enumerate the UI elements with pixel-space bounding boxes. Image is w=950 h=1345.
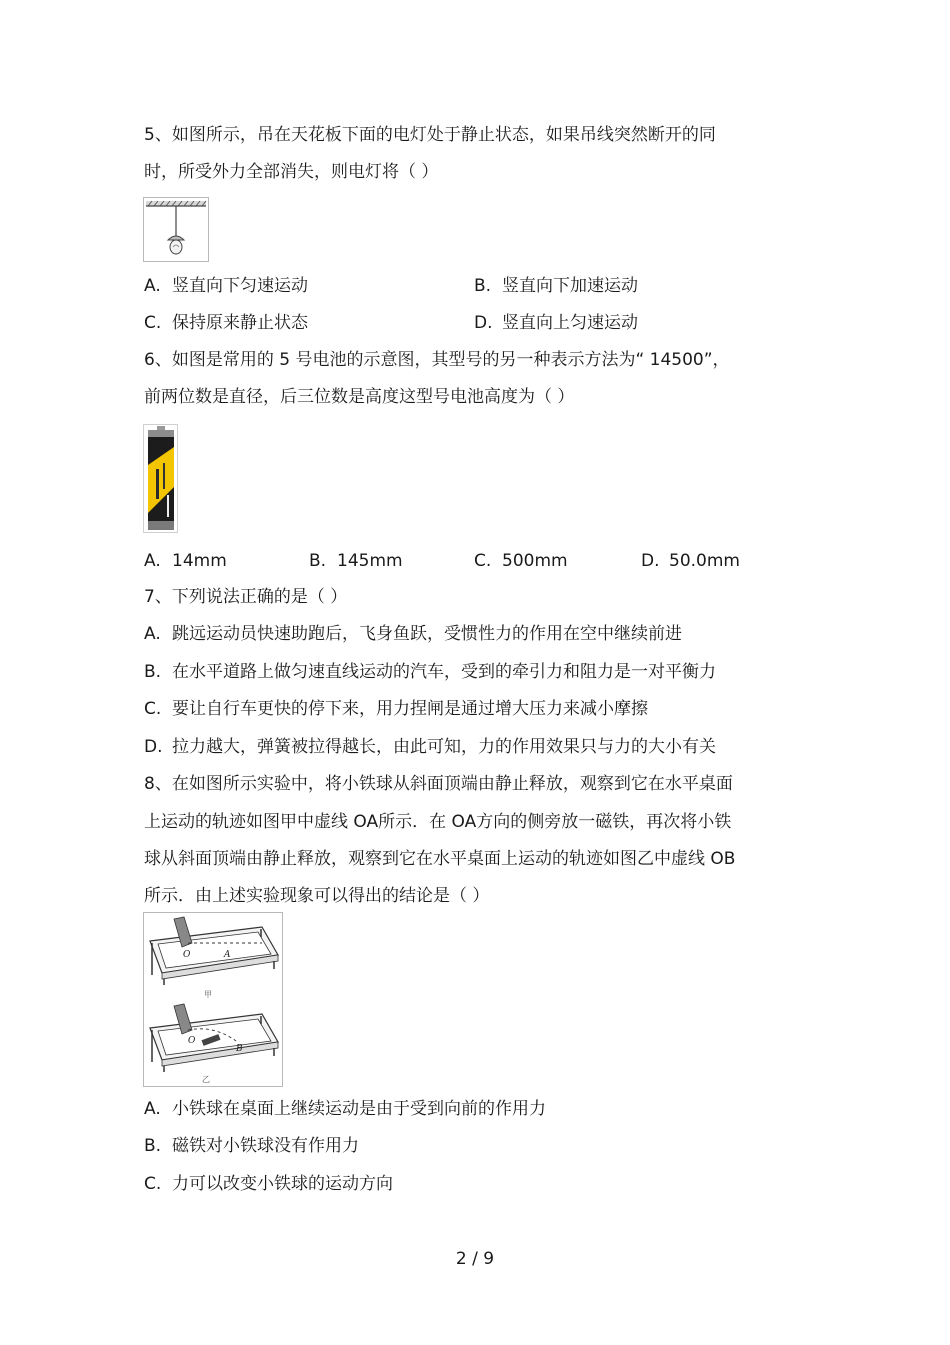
option-text: 145mm: [337, 551, 403, 571]
q6-stem-line1: 6、如图是常用的 5 号电池的示意图，其型号的另一种表示方法为“ 14500”，: [144, 350, 730, 370]
option-letter: C.: [144, 313, 162, 333]
page-number: 2 / 9: [455, 1249, 495, 1269]
q7-option-c: [144, 698, 648, 720]
option-letter: D.: [474, 313, 493, 333]
option-text: 力可以改变小铁球的运动方向: [172, 1174, 393, 1194]
q5-stem-line1: 5、如图所示，吊在天花板下面的电灯处于静止状态，如果吊线突然断开的同: [144, 125, 716, 145]
q8-option-a: [144, 1098, 546, 1120]
q5-option-b: [474, 275, 638, 297]
q6-option-c: [474, 550, 568, 572]
option-letter: A.: [144, 276, 161, 296]
option-text: 竖直向下匀速运动: [172, 276, 308, 296]
q8-stem-line2: 上运动的轨迹如图甲中虚线 OA所示．在 OA方向的侧旁放一磁铁，再次将小铁: [144, 812, 732, 832]
option-text: 500mm: [502, 551, 568, 571]
option-letter: B.: [309, 551, 327, 571]
option-text: 在水平道路上做匀速直线运动的汽车，受到的牵引力和阻力是一对平衡力: [172, 662, 716, 682]
q5-stem-line2: 时，所受外力全部消失，则电灯将（ ）: [144, 162, 439, 182]
q8-option-c: [144, 1173, 393, 1195]
q5-option-a: [144, 275, 308, 297]
option-text: 50.0mm: [669, 551, 740, 571]
option-letter: A.: [144, 624, 161, 644]
table-jia: [150, 917, 278, 999]
option-letter: C.: [474, 551, 492, 571]
label-jia: 甲: [204, 990, 212, 999]
q7-stem: 7、下列说法正确的是（ ）: [144, 587, 348, 607]
option-text: 要让自行车更快的停下来，用力捏闸是通过增大压力来减小摩擦: [172, 699, 648, 719]
option-letter: A.: [144, 1099, 161, 1119]
q6-option-a: [144, 550, 227, 572]
q6-option-b: [309, 550, 403, 572]
q8-stem-line1: 8、在如图所示实验中，将小铁球从斜面顶端由静止释放，观察到它在水平桌面: [144, 774, 733, 794]
q8-stem-line3: 球从斜面顶端由静止释放，观察到它在水平桌面上运动的轨迹如图乙中虚线 OB: [144, 849, 736, 869]
option-letter: B.: [474, 276, 492, 296]
q7-option-d: [144, 736, 716, 758]
q8-stem-line4: 所示．由上述实验现象可以得出的结论是（ ）: [144, 886, 490, 906]
option-text: 小铁球在桌面上继续运动是由于受到向前的作用力: [172, 1099, 546, 1119]
inclined-plane-table-figure: [143, 912, 283, 1087]
label-o-jia: O: [183, 950, 191, 960]
q5-option-c: [144, 312, 308, 334]
table-yi: [150, 1004, 278, 1084]
option-text: 14mm: [172, 551, 227, 571]
option-letter: D.: [144, 737, 163, 757]
label-b: B: [236, 1044, 243, 1054]
option-letter: B.: [144, 1136, 162, 1156]
option-text: 跳远运动员快速助跑后，飞身鱼跃，受惯性力的作用在空中继续前进: [172, 624, 682, 644]
q8-option-b: [144, 1135, 359, 1157]
option-text: 保持原来静止状态: [172, 313, 308, 333]
aa-battery-figure: [143, 424, 178, 533]
label-o-yi: O: [188, 1036, 196, 1046]
option-text: 磁铁对小铁球没有作用力: [172, 1136, 359, 1156]
option-text: 竖直向上匀速运动: [502, 313, 638, 333]
label-yi: 乙: [202, 1075, 210, 1084]
q7-option-a: [144, 623, 682, 645]
q5-option-d: [474, 312, 638, 334]
option-letter: C.: [144, 699, 162, 719]
label-a: A: [224, 950, 231, 960]
option-letter: D.: [641, 551, 660, 571]
hanging-lamp-figure: [143, 197, 209, 262]
option-text: 拉力越大，弹簧被拉得越长，由此可知，力的作用效果只与力的大小有关: [172, 737, 716, 757]
option-letter: C.: [144, 1174, 162, 1194]
q7-option-b: [144, 661, 716, 683]
option-text: 竖直向下加速运动: [502, 276, 638, 296]
q6-stem-line2: 前两位数是直径，后三位数是高度这型号电池高度为（ ）: [144, 387, 575, 407]
q6-option-d: [641, 550, 740, 572]
option-letter: A.: [144, 551, 161, 571]
option-letter: B.: [144, 662, 162, 682]
